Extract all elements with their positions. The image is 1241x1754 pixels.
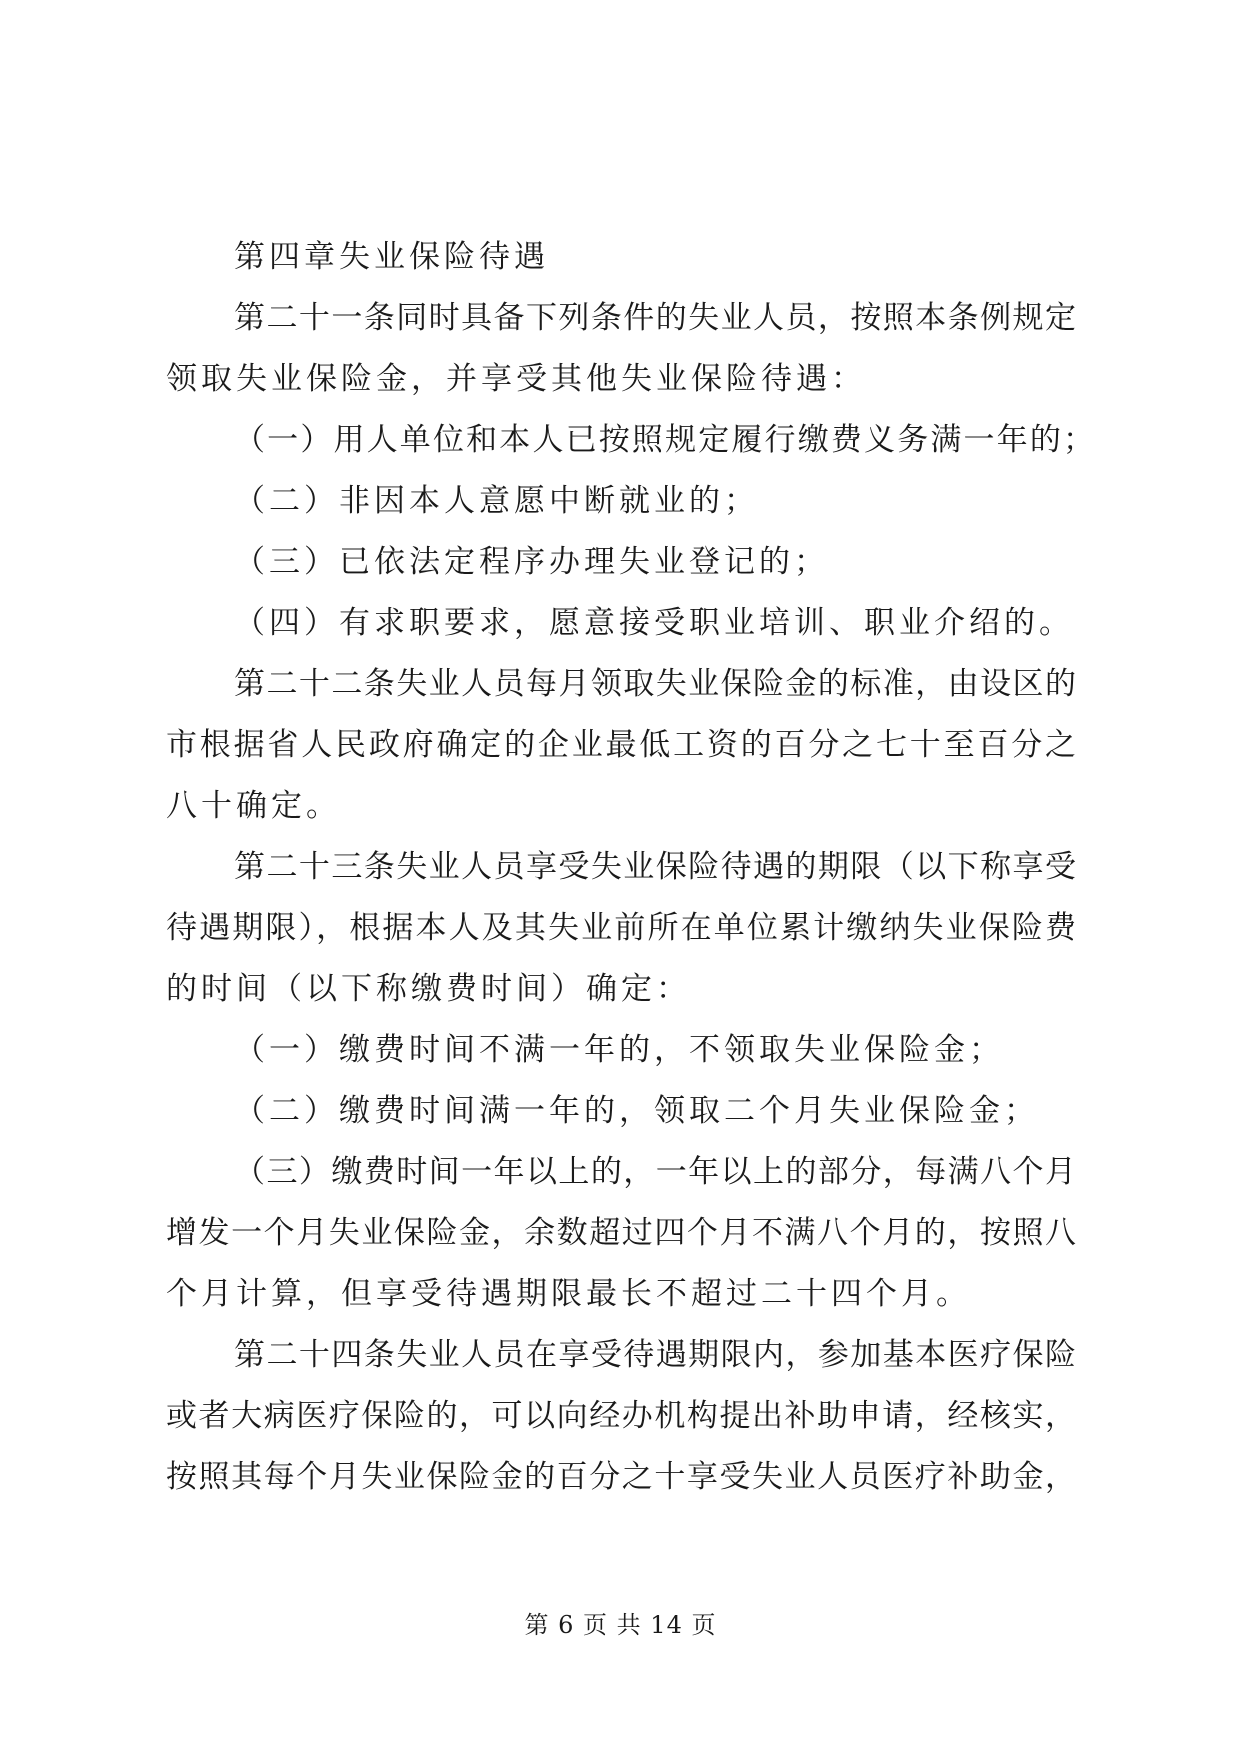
page-footer: 第 6 页 共 14 页: [524, 1611, 717, 1639]
list-item: （二）缴费时间满一年的，领取二个月失业保险金；: [234, 1093, 1039, 1129]
list-item: （三）已依法定程序办理失业登记的；: [234, 544, 829, 580]
paragraph-line: 或者大病医疗保险的，可以向经办机构提出补助申请，经核实，: [166, 1398, 1076, 1434]
list-item: （二）非因本人意愿中断就业的；: [234, 483, 759, 519]
paragraph-line: 第二十二条失业人员每月领取失业保险金的标准，由设区的: [234, 666, 1076, 702]
paragraph-line: 第二十四条失业人员在享受待遇期限内，参加基本医疗保险: [234, 1337, 1076, 1373]
paragraph-line: 的时间（以下称缴费时间）确定：: [166, 971, 691, 1007]
paragraph-line: 第二十三条失业人员享受失业保险待遇的期限（以下称享受: [234, 849, 1076, 885]
list-item: （一）用人单位和本人已按照规定履行缴费义务满一年的；: [234, 422, 1094, 458]
chapter-heading: 第四章失业保险待遇: [234, 239, 549, 275]
paragraph-line: 待遇期限），根据本人及其失业前所在单位累计缴纳失业保险费: [166, 910, 1076, 946]
paragraph-line: 市根据省人民政府确定的企业最低工资的百分之七十至百分之: [166, 727, 1076, 763]
paragraph-line: 第二十一条同时具备下列条件的失业人员，按照本条例规定: [234, 300, 1076, 336]
paragraph-line: 增发一个月失业保险金，余数超过四个月不满八个月的，按照八: [166, 1215, 1076, 1251]
paragraph-line: 八十确定。: [166, 788, 341, 824]
paragraph-line: 个月计算，但享受待遇期限最长不超过二十四个月。: [166, 1276, 971, 1312]
paragraph-line: 按照其每个月失业保险金的百分之十享受失业人员医疗补助金，: [166, 1459, 1076, 1495]
list-item: （四）有求职要求，愿意接受职业培训、职业介绍的。: [234, 605, 1074, 641]
list-item: （一）缴费时间不满一年的，不领取失业保险金；: [234, 1032, 1004, 1068]
list-item: （三）缴费时间一年以上的，一年以上的部分，每满八个月: [234, 1154, 1076, 1190]
paragraph-line: 领取失业保险金，并享受其他失业保险待遇：: [166, 361, 866, 397]
